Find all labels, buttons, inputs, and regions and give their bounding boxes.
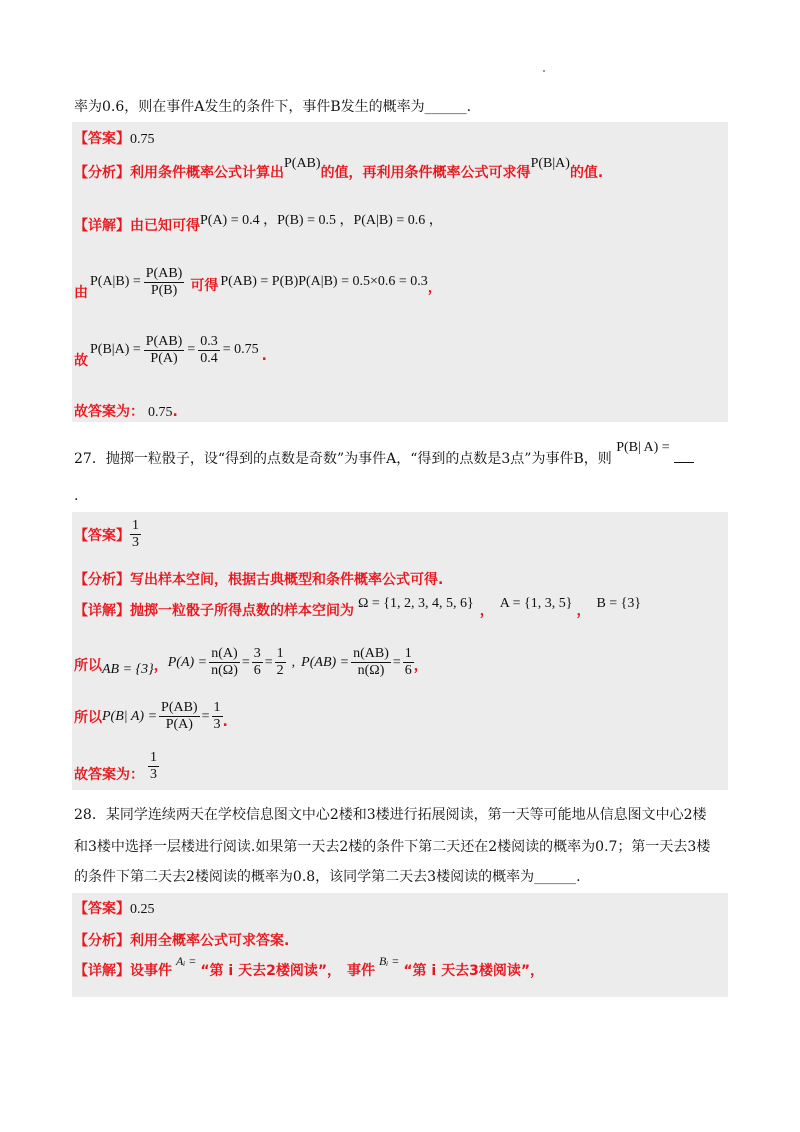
stem-text: 27．抛掷一粒骰子，设“得到的点数是奇数”为事件A，“得到的点数是3点”为事件B，则 bbox=[74, 451, 612, 467]
detail-text: 设事件 bbox=[130, 963, 172, 979]
text-you: 由 bbox=[74, 285, 88, 301]
analysis-label: 【分析】 bbox=[74, 572, 130, 588]
fraction-num: P(AB) bbox=[161, 700, 198, 715]
fraction-den: P(B) bbox=[150, 282, 178, 298]
fraction bbox=[144, 334, 185, 367]
fraction-num: n(A) bbox=[211, 646, 238, 661]
fraction-num: 1 bbox=[276, 646, 284, 661]
detail-label: 【详解】 bbox=[74, 603, 130, 619]
fraction bbox=[351, 646, 391, 679]
period: . bbox=[222, 713, 228, 730]
analysis-row-28 bbox=[74, 930, 289, 950]
comma: ， bbox=[153, 657, 168, 674]
final-answer-27 bbox=[74, 748, 159, 784]
fraction-den: 0.4 bbox=[200, 350, 218, 366]
fraction-den: 6 bbox=[253, 663, 261, 678]
detail-label: 【详解】 bbox=[74, 963, 130, 979]
comma: ， bbox=[479, 603, 494, 619]
math-lhs: P(B|A) = bbox=[90, 342, 141, 357]
equals-sign: = bbox=[392, 654, 401, 670]
formula-row-26a bbox=[74, 262, 442, 302]
answer-blank bbox=[674, 447, 694, 463]
question-27-end: . bbox=[74, 488, 79, 504]
answer-value: 0.25 bbox=[130, 902, 155, 917]
question-28-line1: 28．某同学连续两天在学校信息图文中心2楼和3楼进行拓展阅读，第一天等可能地从信息图文中心2楼 bbox=[74, 807, 707, 823]
question-28-line3: 的条件下第二天去2楼阅读的概率为0.8，该同学第二天去3楼阅读的概率为______. bbox=[74, 869, 581, 885]
math-given: P(A) = 0.4 ，P(B) = 0.5 ，P(A|B) = 0.6 ， bbox=[200, 213, 443, 228]
math-rhs: = 0.75 bbox=[222, 342, 259, 357]
answer-row-27 bbox=[74, 518, 141, 551]
analysis-row-26 bbox=[74, 156, 604, 182]
question-28-line2: 和3楼中选择一层楼进行阅读.如果第一天去2楼的条件下第二天还在2楼阅读的概率为0.7；第一天去3楼 bbox=[74, 839, 711, 855]
fraction-den: n(Ω) bbox=[357, 663, 385, 678]
fraction bbox=[252, 646, 263, 679]
fraction-den: 3 bbox=[132, 535, 139, 550]
page-mark bbox=[543, 70, 545, 72]
event-text: “第 i 天去2楼阅读”， bbox=[200, 963, 342, 979]
fraction bbox=[198, 334, 220, 367]
detail-row-28 bbox=[74, 954, 545, 980]
equals-sign: = bbox=[264, 654, 273, 670]
detail-row-26 bbox=[74, 215, 443, 235]
fraction bbox=[144, 266, 185, 299]
fraction-num: P(AB) bbox=[145, 265, 183, 281]
fraction bbox=[209, 646, 240, 679]
text-suoyi: 所以 bbox=[74, 709, 102, 726]
detail-text: 事件 bbox=[347, 963, 376, 979]
fraction-num: 1 bbox=[150, 749, 157, 765]
fraction-num: P(AB) bbox=[145, 333, 183, 349]
analysis-text: 的值. bbox=[569, 165, 604, 181]
final-label: 故答案为： bbox=[74, 404, 144, 420]
detail-text: 抛掷一粒骰子所得点数的样本空间为 bbox=[130, 603, 354, 619]
pab-lhs: P(AB) = bbox=[301, 654, 350, 670]
fraction-num: 1 bbox=[132, 518, 139, 533]
fraction-den: 3 bbox=[213, 717, 221, 732]
analysis-label: 【分析】 bbox=[74, 933, 130, 949]
event-a: Aᵢ = bbox=[176, 954, 197, 968]
fraction-num: 3 bbox=[253, 646, 261, 661]
equals-sign: = bbox=[187, 342, 196, 357]
detail-text: 由已知可得 bbox=[130, 218, 200, 234]
answer-label: 【答案】 bbox=[74, 527, 130, 544]
fraction-den: P(A) bbox=[150, 350, 178, 366]
final-period: . bbox=[172, 404, 178, 420]
answer-row-26 bbox=[74, 128, 155, 148]
formula-row-27a bbox=[74, 646, 428, 679]
final-fraction bbox=[148, 750, 159, 783]
answer-fraction bbox=[130, 518, 141, 551]
equals-sign: = bbox=[201, 708, 210, 724]
math-expr: P(AB) bbox=[284, 156, 321, 171]
comma: ， bbox=[413, 657, 428, 674]
math-rhs: P(AB) = P(B)P(A|B) = 0.5×0.6 = 0.3 bbox=[220, 274, 428, 289]
fraction-num: 1 bbox=[404, 646, 412, 661]
event-b: Bᵢ = bbox=[379, 954, 400, 968]
ab-set: AB = {3} bbox=[102, 661, 154, 677]
math-expr: P(B|A) bbox=[530, 156, 570, 171]
set-a: A = {1, 3, 5} bbox=[499, 596, 573, 611]
fraction bbox=[403, 646, 414, 679]
set-b: B = {3} bbox=[596, 596, 642, 611]
fraction-num: n(AB) bbox=[353, 646, 389, 661]
stem-expr: P(B| A) = bbox=[616, 440, 670, 455]
fraction-den: 2 bbox=[276, 663, 284, 678]
comma: ， bbox=[427, 280, 442, 296]
answer-label: 【答案】 bbox=[74, 901, 130, 917]
final-value: 0.75 bbox=[148, 405, 173, 420]
text-gu: 故 bbox=[74, 353, 88, 369]
final-label: 故答案为： bbox=[74, 767, 144, 783]
analysis-row-27 bbox=[74, 569, 443, 589]
analysis-text: 写出样本空间，根据古典概型和条件概率公式可得. bbox=[130, 572, 444, 588]
omega-set: Ω = {1, 2, 3, 4, 5, 6} bbox=[358, 596, 474, 611]
math-lhs: P(A|B) = bbox=[90, 274, 141, 289]
analysis-label: 【分析】 bbox=[74, 165, 130, 181]
event-text: “第 i 天去3楼阅读”， bbox=[403, 963, 545, 979]
fraction bbox=[275, 646, 286, 679]
text-suoyi: 所以 bbox=[74, 657, 102, 674]
period: . bbox=[261, 348, 267, 364]
pa-lhs: P(A) = bbox=[167, 654, 208, 670]
answer-value: 0.75 bbox=[130, 132, 155, 147]
analysis-text: 的值，再利用条件概率公式可求得 bbox=[320, 165, 531, 181]
cond-lhs: P(B| A) = bbox=[102, 708, 158, 724]
formula-row-27b bbox=[74, 700, 228, 733]
comma: , bbox=[291, 654, 296, 670]
fraction-num: 1 bbox=[213, 700, 221, 715]
fraction-den: 3 bbox=[150, 766, 157, 782]
fraction-num: 0.3 bbox=[200, 333, 218, 349]
fraction-den: 6 bbox=[404, 663, 412, 678]
equals-sign: = bbox=[241, 654, 250, 670]
detail-row-27 bbox=[74, 596, 642, 620]
fraction bbox=[159, 700, 200, 733]
analysis-text: 利用条件概率公式计算出 bbox=[130, 165, 284, 181]
answer-row-28 bbox=[74, 898, 155, 918]
question-27-stem bbox=[74, 440, 694, 470]
final-answer-26 bbox=[74, 401, 178, 421]
fraction-den: n(Ω) bbox=[211, 663, 238, 678]
detail-label: 【详解】 bbox=[74, 218, 130, 234]
comma: ， bbox=[576, 603, 591, 619]
answer-label: 【答案】 bbox=[74, 131, 130, 147]
fraction-den: P(A) bbox=[165, 717, 193, 732]
analysis-text: 利用全概率公式可求答案. bbox=[130, 933, 290, 949]
question-26-tail: 率为0.6，则在事件A发生的条件下，事件B发生的概率为______. bbox=[74, 99, 472, 115]
fraction bbox=[212, 700, 223, 733]
text-keyi: 可得 bbox=[190, 278, 219, 294]
formula-row-26b bbox=[74, 330, 267, 370]
